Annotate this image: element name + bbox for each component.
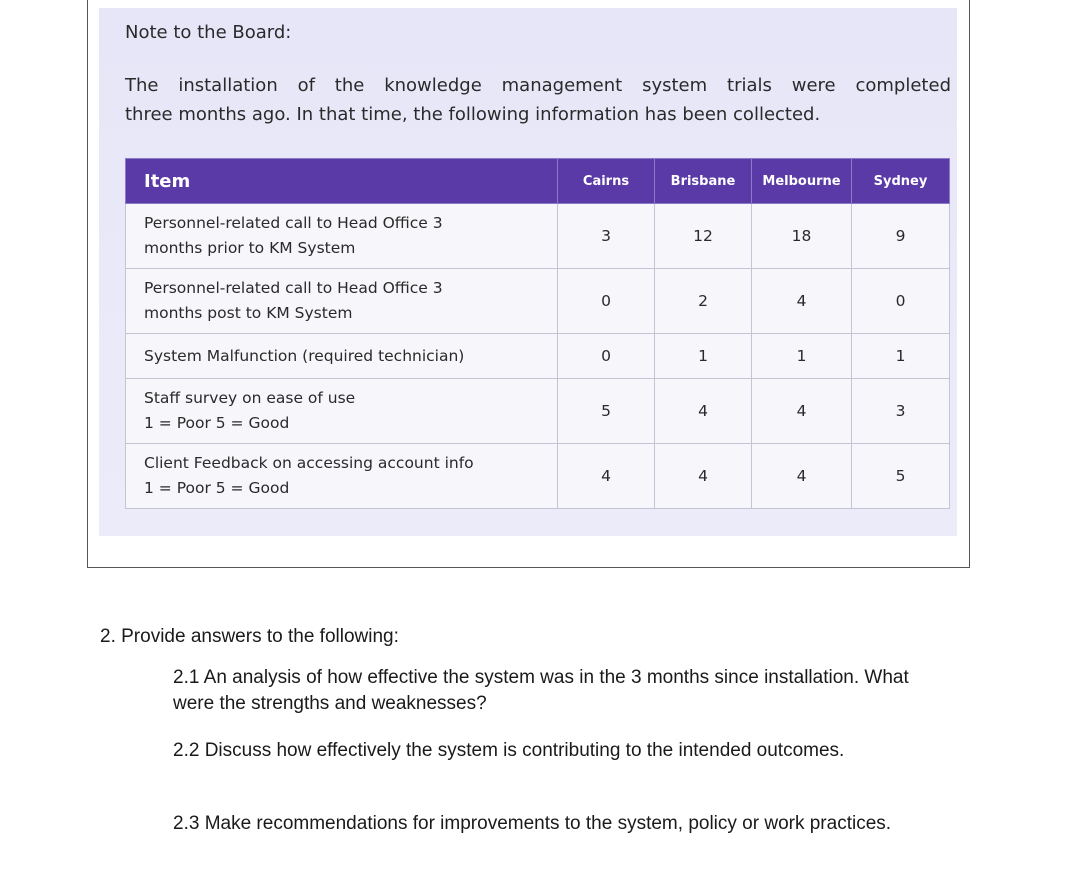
value-cell: 1 <box>752 334 852 379</box>
note-paragraph-line: three months ago. In that time, the following information has been collected. <box>125 104 821 125</box>
value-cell: 4 <box>752 269 852 334</box>
item-text: months prior to KM System <box>144 239 356 257</box>
item-cell <box>126 334 558 379</box>
item-text: Personnel-related call to Head Office 3 <box>144 279 443 297</box>
item-cell <box>126 444 558 509</box>
value-cell: 9 <box>852 204 950 269</box>
column-header-melbourne: Melbourne <box>752 159 852 204</box>
value-cell: 0 <box>558 269 655 334</box>
value-cell: 4 <box>752 444 852 509</box>
question-item: 2.1 An analysis of how effective the system was in the 3 months since installation. What were the strengths and weaknesses? <box>173 667 909 714</box>
note-paragraph-line: The installation of the knowledge management system trials were completed <box>125 75 951 96</box>
question-item: 2.2 Discuss how effectively the system is contributing to the intended outcomes. <box>173 740 845 761</box>
table-row <box>126 204 950 269</box>
value-cell: 18 <box>752 204 852 269</box>
note-panel <box>99 8 957 536</box>
questions-intro: 2. Provide answers to the following: <box>100 626 399 647</box>
note-heading: Note to the Board: <box>125 22 292 43</box>
value-cell: 12 <box>655 204 752 269</box>
value-cell: 0 <box>558 334 655 379</box>
item-text: 1 = Poor 5 = Good <box>144 479 290 497</box>
question-item: 2.3 Make recommendations for improvements to the system, policy or work practices. <box>173 813 892 834</box>
column-header-cairns: Cairns <box>558 159 655 204</box>
column-header-brisbane: Brisbane <box>655 159 752 204</box>
value-cell: 0 <box>852 269 950 334</box>
item-text: Client Feedback on accessing account info <box>144 454 474 472</box>
value-cell: 3 <box>852 379 950 444</box>
value-cell: 5 <box>852 444 950 509</box>
note-frame <box>87 0 970 568</box>
item-text: months post to KM System <box>144 304 353 322</box>
item-text: Staff survey on ease of use <box>144 389 356 407</box>
value-cell: 4 <box>752 379 852 444</box>
value-cell: 1 <box>852 334 950 379</box>
table-header-row <box>126 159 950 204</box>
value-cell: 1 <box>655 334 752 379</box>
questions-section <box>100 624 980 834</box>
table-row <box>126 269 950 334</box>
column-header-sydney: Sydney <box>852 159 950 204</box>
table-row <box>126 444 950 509</box>
value-cell: 4 <box>655 379 752 444</box>
item-text: 1 = Poor 5 = Good <box>144 414 290 432</box>
note-paragraph <box>125 71 951 129</box>
km-results-table <box>125 158 950 509</box>
item-text: System Malfunction (required technician) <box>144 346 465 365</box>
value-cell: 5 <box>558 379 655 444</box>
column-header-item: Item <box>126 159 558 204</box>
table-row <box>126 334 950 379</box>
value-cell: 4 <box>655 444 752 509</box>
item-cell <box>126 204 558 269</box>
item-cell <box>126 269 558 334</box>
table-row <box>126 379 950 444</box>
value-cell: 2 <box>655 269 752 334</box>
value-cell: 4 <box>558 444 655 509</box>
item-text: Personnel-related call to Head Office 3 <box>144 214 443 232</box>
item-cell <box>126 379 558 444</box>
value-cell: 3 <box>558 204 655 269</box>
